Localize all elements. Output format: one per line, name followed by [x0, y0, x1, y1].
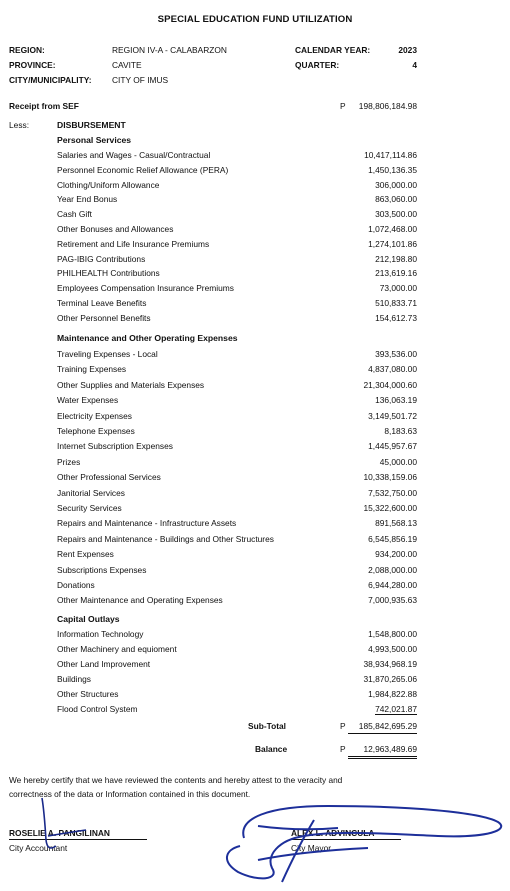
line-item-amount: 742,021.87: [375, 704, 417, 714]
province-label: PROVINCE:: [9, 60, 56, 70]
calendar-year-value: 2023: [398, 45, 417, 55]
line-item-label: Traveling Expenses - Local: [57, 349, 158, 359]
line-item-label: Retirement and Life Insurance Premiums: [57, 239, 210, 249]
line-item-label: Other Personnel Benefits: [57, 313, 151, 323]
line-item-amount: 4,837,080.00: [368, 364, 417, 374]
line-item-label: Year End Bonus: [57, 194, 118, 204]
line-item-amount: 306,000.00: [375, 180, 417, 190]
region-value: REGION IV-A - CALABARZON: [112, 45, 227, 55]
province-value: CAVITE: [112, 60, 142, 70]
line-item-amount: 38,934,968.19: [363, 659, 417, 669]
line-item-label: Donations: [57, 580, 95, 590]
line-item-amount: 1,445,957.67: [368, 441, 417, 451]
line-item-label: Repairs and Maintenance - Infrastructure Assets: [57, 518, 237, 528]
quarter-value: 4: [412, 60, 417, 70]
line-item-label: Employees Compensation Insurance Premiums: [57, 283, 234, 293]
line-item-amount: 73,000.00: [379, 283, 417, 293]
city-label: CITY/MUNICIPALITY:: [9, 75, 92, 85]
receipt-currency: P: [340, 101, 346, 111]
capital-outlays-heading: Capital Outlays: [57, 614, 120, 624]
balance-amount: 12,963,489.69: [363, 744, 417, 754]
line-item-amount: 891,568.13: [375, 518, 417, 528]
line-item-amount: 45,000.00: [379, 457, 417, 467]
line-item-label: Other Supplies and Materials Expenses: [57, 380, 205, 390]
line-item-label: Prizes: [57, 457, 81, 467]
line-item-label: Rent Expenses: [57, 549, 114, 559]
line-item-label: Training Expenses: [57, 364, 127, 374]
calendar-year-label: CALENDAR YEAR:: [295, 45, 371, 55]
line-item-amount: 6,944,280.00: [368, 580, 417, 590]
line-item-label: Electricity Expenses: [57, 411, 132, 421]
line-item-label: Buildings: [57, 674, 91, 684]
line-item-amount: 1,548,800.00: [368, 629, 417, 639]
document-title: SPECIAL EDUCATION FUND UTILIZATION: [157, 14, 353, 25]
line-item-label: Other Maintenance and Operating Expenses: [57, 595, 223, 605]
line-item-label: Security Services: [57, 503, 122, 513]
line-item-label: Repairs and Maintenance - Buildings and Other Structures: [57, 534, 274, 544]
line-item-label: Clothing/Uniform Allowance: [57, 180, 160, 190]
line-item-amount: 863,060.00: [375, 194, 417, 204]
city-value: CITY OF IMUS: [112, 75, 169, 85]
less-label: Less:: [9, 120, 30, 130]
line-item-amount: 154,612.73: [375, 313, 417, 323]
subtotal-label: Sub-Total: [248, 721, 286, 731]
line-item-amount: 3,149,501.72: [368, 411, 417, 421]
mayor-name: ALEX L. ADVINCULA: [291, 828, 375, 838]
line-item-amount: 4,993,500.00: [368, 644, 417, 654]
line-item-amount: 1,984,822.88: [368, 689, 417, 699]
line-item-label: Terminal Leave Benefits: [57, 298, 147, 308]
line-item-amount: 303,500.00: [375, 209, 417, 219]
line-item-label: Subscriptions Expenses: [57, 565, 147, 575]
line-item-label: Other Machinery and equioment: [57, 644, 177, 654]
certification-line-2: correctness of the data or Information contained in this document.: [9, 789, 251, 799]
mayor-title: City Mayor: [291, 843, 332, 853]
certification-line-1: We hereby certify that we have reviewed the contents and hereby attest to the veracity and: [9, 775, 343, 785]
mayor-signature-mark: [218, 800, 506, 886]
line-item-amount: 1,274,101.86: [368, 239, 417, 249]
region-label: REGION:: [9, 45, 45, 55]
line-item-label: Internet Subscription Expenses: [57, 441, 173, 451]
line-item-label: Salaries and Wages - Casual/Contractual: [57, 150, 211, 160]
line-item-label: Other Bonuses and Allowances: [57, 224, 174, 234]
line-item-amount: 212,198.80: [375, 254, 417, 264]
line-item-amount: 10,417,114.86: [364, 150, 417, 160]
line-item-label: Cash Gift: [57, 209, 92, 219]
line-item-label: Flood Control System: [57, 704, 138, 714]
disbursement-heading: DISBURSEMENT: [57, 120, 126, 130]
line-item-label: Janitorial Services: [57, 488, 125, 498]
line-item-amount: 7,000,935.63: [368, 595, 417, 605]
line-item-amount: 136,063.19: [375, 395, 417, 405]
line-item-label: Personnel Economic Relief Allowance (PERA): [57, 165, 229, 175]
line-item-label: PAG-IBIG Contributions: [57, 254, 146, 264]
balance-currency: P: [340, 744, 346, 754]
line-item-label: Water Expenses: [57, 395, 119, 405]
accountant-signature-mark: [30, 796, 100, 856]
subtotal-amount: 185,842,695.29: [358, 721, 417, 731]
accountant-name: ROSELIE A. PANGILINAN: [9, 828, 110, 838]
line-item-label: Telephone Expenses: [57, 426, 135, 436]
line-item-amount: 213,619.16: [375, 268, 417, 278]
quarter-label: QUARTER:: [295, 60, 340, 70]
line-item-label: Information Technology: [57, 629, 144, 639]
line-item-amount: 31,870,265.06: [363, 674, 417, 684]
receipt-label: Receipt from SEF: [9, 101, 79, 111]
line-item-amount: 2,088,000.00: [368, 565, 417, 575]
line-item-amount: 8,183.63: [384, 426, 417, 436]
line-item-label: Other Professional Services: [57, 472, 161, 482]
line-item-amount: 21,304,000.60: [363, 380, 417, 390]
line-item-amount: 934,200.00: [375, 549, 417, 559]
line-item-label: PHILHEALTH Contributions: [57, 268, 160, 278]
line-item-label: Other Land Improvement: [57, 659, 151, 669]
personal-services-heading: Personal Services: [57, 135, 132, 145]
accountant-title: City Accountant: [9, 843, 68, 853]
line-item-amount: 10,338,159.06: [363, 472, 417, 482]
line-item-amount: 7,532,750.00: [368, 488, 417, 498]
line-item-amount: 510,833.71: [375, 298, 417, 308]
line-item-amount: 15,322,600.00: [363, 503, 417, 513]
subtotal-underline: [348, 733, 417, 734]
line-item-amount: 1,450,136.35: [368, 165, 417, 175]
line-item-label: Other Structures: [57, 689, 119, 699]
line-item-amount: 393,536.00: [375, 349, 417, 359]
balance-double-underline: [348, 756, 417, 759]
balance-label: Balance: [255, 744, 288, 754]
mooe-heading: Maintenance and Other Operating Expenses: [57, 333, 238, 343]
line-item-amount: 1,072,468.00: [368, 224, 417, 234]
receipt-amount: 198,806,184.98: [358, 101, 417, 111]
subtotal-currency: P: [340, 721, 346, 731]
line-item-amount: 6,545,856.19: [368, 534, 417, 544]
